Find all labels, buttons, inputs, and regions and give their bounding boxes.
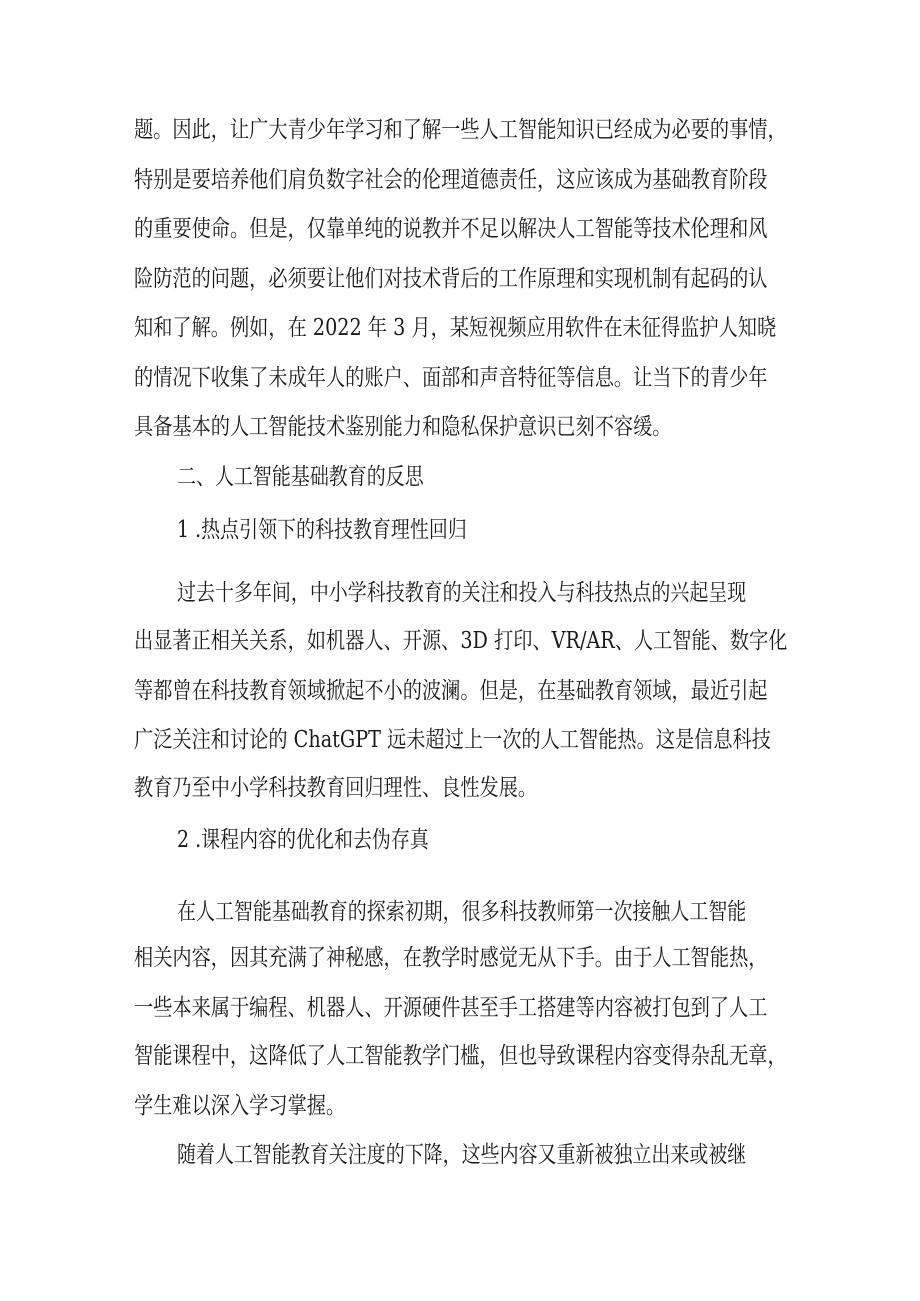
text: 的情况下收集了未成年人的账户、面部和声音特征等信息。让当下的青少年 — [134, 365, 768, 391]
body-text-line — [0, 1091, 920, 1121]
text: 题。因此，让广大青少年学习和了解一些人工智能知识已经成为必要的事情， — [134, 117, 787, 143]
body-text-line — [0, 773, 920, 803]
section-heading — [0, 462, 920, 492]
body-text-line — [0, 676, 920, 706]
text: 等都曾在科技教育领域掀起不小的波澜。但是，在基础教育领域，最近引起 — [134, 678, 768, 704]
body-text-line — [0, 626, 920, 656]
text: 具备基本的人工智能技术鉴别能力和隐私保护意识已刻不容缓。 — [134, 414, 672, 440]
body-text-line — [0, 1041, 920, 1071]
body-text-line — [0, 313, 920, 343]
text: 一些本来属于编程、机器人、开源硬件甚至手工搭建等内容被打包到了人工 — [134, 995, 768, 1021]
text: 1 .热点引领下的科技教育理性回归 — [177, 517, 467, 543]
text: 的重要使命。但是，仅靠单纯的说教并不足以解决人工智能等技术伦理和风 — [134, 216, 768, 242]
text: 在人工智能基础教育的探索初期，很多科技教师第一次接触人工智能 — [177, 899, 747, 925]
body-text-line — [0, 363, 920, 393]
body-text-line — [0, 115, 920, 145]
body-text-line — [0, 165, 920, 195]
body-text-line — [0, 993, 920, 1023]
text: 随着人工智能教育关注度的下降，这些内容又重新被独立出来或被继 — [177, 1142, 747, 1168]
text: 知和了解。例如，在 2022 年 3 月，某短视频应用软件在未征得监护人知晓 — [134, 315, 777, 341]
text: 智能课程中，这降低了人工智能教学门槛，但也导致课程内容变得杂乱无章， — [134, 1043, 787, 1069]
body-text-line — [0, 412, 920, 442]
text: 特别是要培养他们肩负数字社会的伦理道德责任，这应该成为基础教育阶段 — [134, 167, 768, 193]
body-text-line — [0, 578, 920, 608]
body-text-line — [0, 264, 920, 294]
subsection-heading — [0, 515, 920, 545]
body-text-line — [0, 214, 920, 244]
text: 出显著正相关关系，如机器人、开源、3D 打印、VR/AR、人工智能、数字化 — [134, 628, 788, 654]
text: 过去十多年间，中小学科技教育的关注和投入与科技热点的兴起呈现 — [177, 580, 747, 606]
text: 教育乃至中小学科技教育回归理性、良性发展。 — [134, 775, 538, 801]
text: 二、人工智能基础教育的反思 — [177, 464, 424, 490]
text: 2 .课程内容的优化和去伪存真 — [177, 827, 429, 853]
subsection-heading — [0, 825, 920, 855]
text: 广泛关注和讨论的 ChatGPT 远未超过上一次的人工智能热。这是信息科技 — [134, 727, 771, 753]
body-text-line — [0, 897, 920, 927]
body-text-line — [0, 725, 920, 755]
body-text-line — [0, 943, 920, 973]
text: 学生难以深入学习掌握。 — [134, 1093, 346, 1119]
text: 险防范的问题，必须要让他们对技术背后的工作原理和实现机制有起码的认 — [134, 266, 768, 292]
text: 相关内容，因其充满了神秘感，在教学时感觉无从下手。由于人工智能热， — [134, 945, 768, 971]
body-text-line — [0, 1140, 920, 1170]
